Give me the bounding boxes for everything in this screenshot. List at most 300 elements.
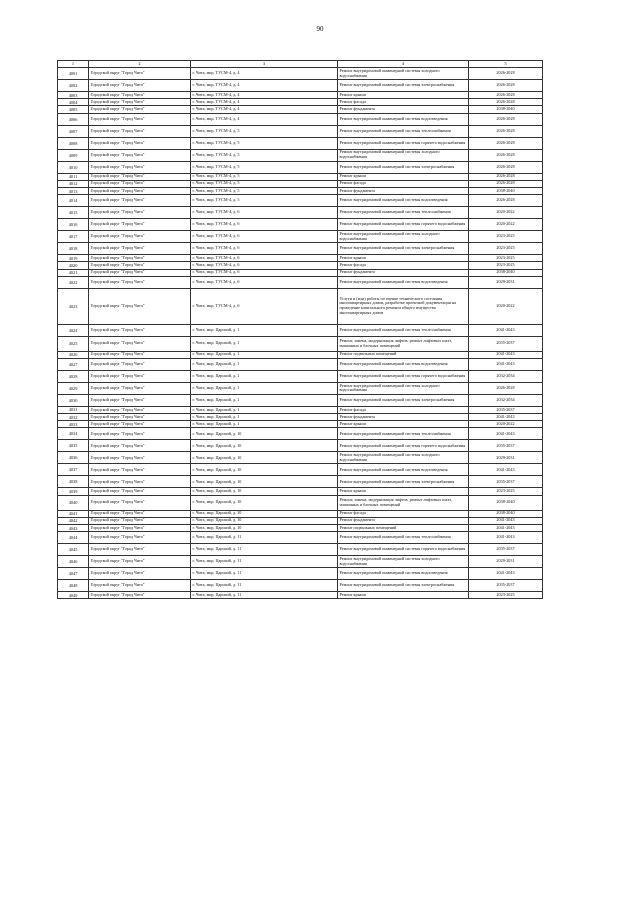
table-row (58, 525, 543, 532)
address-cell: г. Чита, мкр. Царский, д. 11 (191, 544, 338, 556)
municipality-cell: Городской округ "Город Чита" (89, 180, 191, 187)
row-number-cell: 4002 (58, 80, 89, 92)
header-row (58, 61, 543, 68)
period-cell: 2032-2034 (469, 370, 543, 382)
row-number-cell: 4024 (58, 324, 89, 336)
address-cell: г. Чита, мкр. Царский, д. 1 (191, 394, 338, 406)
municipality-cell: Городской округ "Город Чита" (89, 173, 191, 180)
work-type-cell: Ремонт внутридомовой инженерной системы горячего водоснабжения (338, 219, 469, 231)
row-number-cell: 4018 (58, 243, 89, 255)
municipality-cell: Городской округ "Город Чита" (89, 68, 191, 80)
work-type-cell: Ремонт фундамента (338, 187, 469, 194)
period-cell: 2023-2025 (469, 262, 543, 269)
address-cell: г. Чита, мкр. ТУСМ-4, д. 5 (191, 173, 338, 180)
table-row (58, 421, 543, 428)
work-type-cell: Ремонт фасада (338, 180, 469, 187)
table-row (58, 488, 543, 495)
municipality-cell: Городской округ "Город Чита" (89, 106, 191, 113)
row-number-cell: 4019 (58, 255, 89, 262)
address-cell: г. Чита, мкр. Царский, д. 10 (191, 428, 338, 440)
page-number: 90 (316, 25, 324, 33)
table-row (58, 173, 543, 180)
table-row (58, 92, 543, 99)
work-type-cell: Ремонт внутридомовой инженерной системы водоотведения (338, 464, 469, 476)
row-number-cell: 4004 (58, 99, 89, 106)
work-type-cell: Ремонт внутридомовой инженерной системы теплоснабжения (338, 428, 469, 440)
address-cell: г. Чита, мкр. Царский, д. 10 (191, 525, 338, 532)
work-type-cell: Ремонт внутридомовой инженерной системы электроснабжения (338, 580, 469, 592)
work-type-cell: Ремонт крыши (338, 592, 469, 599)
address-cell: г. Чита, мкр. ТУСМ-4, д. 5 (191, 149, 338, 161)
table-row (58, 288, 543, 324)
period-cell: 2020-2022 (469, 421, 543, 428)
table-row (58, 207, 543, 219)
row-number-cell: 4027 (58, 358, 89, 370)
address-cell: г. Чита, мкр. Царский, д. 10 (191, 488, 338, 495)
period-cell: 2026-2028 (469, 161, 543, 173)
header-col-4: 4 (338, 61, 469, 68)
address-cell: г. Чита, мкр. Царский, д. 10 (191, 476, 338, 488)
municipality-cell: Городской округ "Город Чита" (89, 464, 191, 476)
row-number-cell: 4021 (58, 269, 89, 276)
municipality-cell: Городской округ "Город Чита" (89, 394, 191, 406)
header-col-2: 2 (89, 61, 191, 68)
period-cell: 2023-2025 (469, 243, 543, 255)
row-number-cell: 4015 (58, 207, 89, 219)
work-type-cell: Ремонт внутридомовой инженерной системы холодного водоснабжения (338, 382, 469, 394)
row-number-cell: 4011 (58, 173, 89, 180)
address-cell: г. Чита, мкр. ТУСМ-4, д. 6 (191, 207, 338, 219)
table-row (58, 68, 543, 80)
address-cell: г. Чита, мкр. ТУСМ-4, д. 5 (191, 161, 338, 173)
period-cell: 2023-2025 (469, 488, 543, 495)
work-type-cell: Ремонт фасада (338, 406, 469, 413)
table-row (58, 231, 543, 243)
period-cell: 2041-2043 (469, 351, 543, 358)
work-type-cell: Ремонт внутридомовой инженерной системы теплоснабжения (338, 324, 469, 336)
table-row (58, 351, 543, 358)
period-cell: 2041-2043 (469, 464, 543, 476)
municipality-cell: Городской округ "Город Чита" (89, 137, 191, 149)
municipality-cell: Городской округ "Город Чита" (89, 544, 191, 556)
period-cell: 2041-2043 (469, 525, 543, 532)
table-header (58, 61, 543, 68)
municipality-cell: Городской округ "Город Чита" (89, 243, 191, 255)
address-cell: г. Чита, мкр. ТУСМ-4, д. 5 (191, 125, 338, 137)
period-cell: 2041-2043 (469, 428, 543, 440)
municipality-cell: Городской округ "Город Чита" (89, 476, 191, 488)
address-cell: г. Чита, мкр. Царский, д. 10 (191, 517, 338, 524)
work-type-cell: Ремонт внутридомовой инженерной системы водоотведения (338, 195, 469, 207)
address-cell: г. Чита, мкр. ТУСМ-4, д. 4 (191, 68, 338, 80)
work-type-cell: Ремонт подвальных помещений (338, 351, 469, 358)
row-number-cell: 4026 (58, 351, 89, 358)
work-type-cell: Ремонт внутридомовой инженерной системы водоотведения (338, 276, 469, 288)
work-type-cell: Ремонт внутридомовой инженерной системы холодного водоснабжения (338, 68, 469, 80)
address-cell: г. Чита, мкр. Царский, д. 1 (191, 358, 338, 370)
row-number-cell: 4047 (58, 568, 89, 580)
period-cell: 2026-2028 (469, 68, 543, 80)
period-cell: 2038-2040 (469, 510, 543, 517)
municipality-cell: Городской округ "Город Чита" (89, 80, 191, 92)
row-number-cell: 4008 (58, 137, 89, 149)
table-row (58, 125, 543, 137)
period-cell: 2023-2025 (469, 255, 543, 262)
municipality-cell: Городской округ "Город Чита" (89, 125, 191, 137)
address-cell: г. Чита, мкр. ТУСМ-4, д. 4 (191, 113, 338, 125)
work-type-cell: Ремонт внутридомовой инженерной системы электроснабжения (338, 476, 469, 488)
table-row (58, 99, 543, 106)
municipality-cell: Городской округ "Город Чита" (89, 288, 191, 324)
period-cell: 2041-2043 (469, 517, 543, 524)
period-cell: 2026-2028 (469, 137, 543, 149)
municipality-cell: Городской округ "Город Чита" (89, 556, 191, 568)
header-col-5: 5 (469, 61, 543, 68)
row-number-cell: 4037 (58, 464, 89, 476)
period-cell: 2029-2031 (469, 452, 543, 464)
table-row (58, 324, 543, 336)
table-row (58, 476, 543, 488)
period-cell: 2032-2034 (469, 394, 543, 406)
address-cell: г. Чита, мкр. ТУСМ-4, д. 5 (191, 180, 338, 187)
work-type-cell: Ремонт внутридомовой инженерной системы водоотведения (338, 568, 469, 580)
address-cell: г. Чита, мкр. ТУСМ-4, д. 6 (191, 231, 338, 243)
capital-repair-table (57, 60, 543, 599)
municipality-cell: Городской округ "Город Чита" (89, 324, 191, 336)
period-cell: 2026-2028 (469, 149, 543, 161)
row-number-cell: 4044 (58, 532, 89, 544)
table-row (58, 556, 543, 568)
table-row (58, 370, 543, 382)
table-row (58, 80, 543, 92)
row-number-cell: 4005 (58, 106, 89, 113)
row-number-cell: 4013 (58, 187, 89, 194)
address-cell: г. Чита, мкр. Царский, д. 1 (191, 406, 338, 413)
period-cell: 2023-2025 (469, 592, 543, 599)
table-row (58, 568, 543, 580)
table-row (58, 149, 543, 161)
municipality-cell: Городской округ "Город Чита" (89, 195, 191, 207)
address-cell: г. Чита, мкр. ТУСМ-4, д. 6 (191, 262, 338, 269)
address-cell: г. Чита, мкр. Царский, д. 1 (191, 370, 338, 382)
municipality-cell: Городской округ "Город Чита" (89, 92, 191, 99)
work-type-cell: Ремонт внутридомовой инженерной системы горячего водоснабжения (338, 440, 469, 452)
period-cell: 2020-2022 (469, 219, 543, 231)
work-type-cell: Ремонт, замена, модернизация лифтов, ремонт лифтовых шахт, машинных и блочных помещений (338, 495, 469, 510)
table-row (58, 195, 543, 207)
row-number-cell: 4031 (58, 406, 89, 413)
row-number-cell: 4049 (58, 592, 89, 599)
work-type-cell: Ремонт внутридомовой инженерной системы холодного водоснабжения (338, 556, 469, 568)
work-type-cell: Ремонт внутридомовой инженерной системы водоотведения (338, 358, 469, 370)
municipality-cell: Городской округ "Город Чита" (89, 351, 191, 358)
row-number-cell: 4006 (58, 113, 89, 125)
row-number-cell: 4032 (58, 414, 89, 421)
work-type-cell: Услуги и (или) работы по оценке технического состояния многоквартирных домов, разработке проектной документации на проведение капитального ремонта общего имущества многоквартирных домов (338, 288, 469, 324)
period-cell: 2041-2043 (469, 414, 543, 421)
municipality-cell: Городской округ "Город Чита" (89, 219, 191, 231)
municipality-cell: Городской округ "Город Чита" (89, 568, 191, 580)
row-number-cell: 4007 (58, 125, 89, 137)
municipality-cell: Городской округ "Город Чита" (89, 510, 191, 517)
table-row (58, 187, 543, 194)
period-cell: 2026-2028 (469, 99, 543, 106)
address-cell: г. Чита, мкр. ТУСМ-4, д. 6 (191, 269, 338, 276)
period-cell: 2026-2028 (469, 195, 543, 207)
address-cell: г. Чита, мкр. Царский, д. 1 (191, 382, 338, 394)
municipality-cell: Городской округ "Город Чита" (89, 207, 191, 219)
period-cell: 2038-2040 (469, 187, 543, 194)
address-cell: г. Чита, мкр. Царский, д. 10 (191, 495, 338, 510)
table-row (58, 358, 543, 370)
work-type-cell: Ремонт фасада (338, 262, 469, 269)
work-type-cell: Ремонт фундамента (338, 517, 469, 524)
work-type-cell: Ремонт, замена, модернизация лифтов, ремонт лифтовых шахт, машинных и блочных помещений (338, 336, 469, 351)
row-number-cell: 4038 (58, 476, 89, 488)
work-type-cell: Ремонт внутридомовой инженерной системы водоотведения (338, 113, 469, 125)
table-row (58, 255, 543, 262)
address-cell: г. Чита, мкр. Царский, д. 1 (191, 351, 338, 358)
address-cell: г. Чита, мкр. Царский, д. 10 (191, 440, 338, 452)
table-row (58, 161, 543, 173)
municipality-cell: Городской округ "Город Чита" (89, 149, 191, 161)
row-number-cell: 4041 (58, 510, 89, 517)
period-cell: 2020-2022 (469, 288, 543, 324)
work-type-cell: Ремонт внутридомовой инженерной системы горячего водоснабжения (338, 370, 469, 382)
work-type-cell: Ремонт внутридомовой инженерной системы холодного водоснабжения (338, 452, 469, 464)
municipality-cell: Городской округ "Город Чита" (89, 495, 191, 510)
period-cell: 2026-2028 (469, 113, 543, 125)
municipality-cell: Городской округ "Город Чита" (89, 592, 191, 599)
row-number-cell: 4003 (58, 92, 89, 99)
municipality-cell: Городской округ "Город Чита" (89, 488, 191, 495)
address-cell: г. Чита, мкр. Царский, д. 1 (191, 336, 338, 351)
work-type-cell: Ремонт внутридомовой инженерной системы холодного водоснабжения (338, 231, 469, 243)
address-cell: г. Чита, мкр. Царский, д. 10 (191, 464, 338, 476)
address-cell: г. Чита, мкр. ТУСМ-4, д. 4 (191, 99, 338, 106)
table-row (58, 106, 543, 113)
row-number-cell: 4043 (58, 525, 89, 532)
work-type-cell: Ремонт крыши (338, 255, 469, 262)
row-number-cell: 4046 (58, 556, 89, 568)
municipality-cell: Городской округ "Город Чита" (89, 406, 191, 413)
work-type-cell: Ремонт фасада (338, 510, 469, 517)
header-col-1: 1 (58, 61, 89, 68)
table-row (58, 137, 543, 149)
period-cell: 2029-2031 (469, 276, 543, 288)
work-type-cell: Ремонт подвальных помещений (338, 525, 469, 532)
municipality-cell: Городской округ "Город Чита" (89, 336, 191, 351)
municipality-cell: Городской округ "Город Чита" (89, 580, 191, 592)
municipality-cell: Городской округ "Город Чита" (89, 255, 191, 262)
work-type-cell: Ремонт фундамента (338, 414, 469, 421)
address-cell: г. Чита, мкр. ТУСМ-4, д. 6 (191, 243, 338, 255)
period-cell: 2026-2028 (469, 80, 543, 92)
row-number-cell: 4045 (58, 544, 89, 556)
table-row (58, 406, 543, 413)
address-cell: г. Чита, мкр. Царский, д. 1 (191, 421, 338, 428)
address-cell: г. Чита, мкр. Царский, д. 10 (191, 510, 338, 517)
work-type-cell: Ремонт крыши (338, 488, 469, 495)
table-row (58, 592, 543, 599)
period-cell: 2020-2022 (469, 207, 543, 219)
municipality-cell: Городской округ "Город Чита" (89, 187, 191, 194)
address-cell: г. Чита, мкр. Царский, д. 1 (191, 324, 338, 336)
address-cell: г. Чита, мкр. Царский, д. 10 (191, 452, 338, 464)
work-type-cell: Ремонт внутридомовой инженерной системы электроснабжения (338, 161, 469, 173)
work-type-cell: Ремонт внутридомовой инженерной системы горячего водоснабжения (338, 544, 469, 556)
row-number-cell: 4039 (58, 488, 89, 495)
row-number-cell: 4009 (58, 149, 89, 161)
municipality-cell: Городской округ "Город Чита" (89, 440, 191, 452)
period-cell: 2035-2037 (469, 476, 543, 488)
address-cell: г. Чита, мкр. ТУСМ-4, д. 4 (191, 106, 338, 113)
address-cell: г. Чита, мкр. ТУСМ-4, д. 4 (191, 80, 338, 92)
period-cell: 2041-2043 (469, 532, 543, 544)
work-type-cell: Ремонт фасада (338, 99, 469, 106)
municipality-cell: Городской округ "Город Чита" (89, 370, 191, 382)
work-type-cell: Ремонт крыши (338, 173, 469, 180)
period-cell: 2035-2037 (469, 544, 543, 556)
work-type-cell: Ремонт внутридомовой инженерной системы электроснабжения (338, 243, 469, 255)
work-type-cell: Ремонт внутридомовой инженерной системы теплоснабжения (338, 532, 469, 544)
work-type-cell: Ремонт фундамента (338, 106, 469, 113)
row-number-cell: 4048 (58, 580, 89, 592)
work-type-cell: Ремонт внутридомовой инженерной системы теплоснабжения (338, 125, 469, 137)
row-number-cell: 4025 (58, 336, 89, 351)
row-number-cell: 4035 (58, 440, 89, 452)
municipality-cell: Городской округ "Город Чита" (89, 428, 191, 440)
address-cell: г. Чита, мкр. Царский, д. 1 (191, 414, 338, 421)
table-row (58, 382, 543, 394)
address-cell: г. Чита, мкр. Царский, д. 11 (191, 592, 338, 599)
row-number-cell: 4033 (58, 421, 89, 428)
municipality-cell: Городской округ "Город Чита" (89, 269, 191, 276)
address-cell: г. Чита, мкр. Царский, д. 11 (191, 532, 338, 544)
period-cell: 2035-2037 (469, 406, 543, 413)
table-row (58, 276, 543, 288)
work-type-cell: Ремонт фундамента (338, 269, 469, 276)
municipality-cell: Городской округ "Город Чита" (89, 382, 191, 394)
period-cell: 2035-2037 (469, 440, 543, 452)
table-row (58, 262, 543, 269)
period-cell: 2026-2028 (469, 173, 543, 180)
municipality-cell: Городской округ "Город Чита" (89, 262, 191, 269)
period-cell: 2023-2025 (469, 231, 543, 243)
address-cell: г. Чита, мкр. Царский, д. 11 (191, 568, 338, 580)
address-cell: г. Чита, мкр. ТУСМ-4, д. 6 (191, 288, 338, 324)
row-number-cell: 4042 (58, 517, 89, 524)
row-number-cell: 4016 (58, 219, 89, 231)
work-type-cell: Ремонт крыши (338, 421, 469, 428)
municipality-cell: Городской округ "Город Чита" (89, 452, 191, 464)
period-cell: 2041-2043 (469, 324, 543, 336)
municipality-cell: Городской округ "Город Чита" (89, 517, 191, 524)
period-cell: 2038-2040 (469, 106, 543, 113)
work-type-cell: Ремонт внутридомовой инженерной системы горячего водоснабжения (338, 137, 469, 149)
municipality-cell: Городской округ "Город Чита" (89, 231, 191, 243)
address-cell: г. Чита, мкр. ТУСМ-4, д. 4 (191, 92, 338, 99)
table-row (58, 440, 543, 452)
table-body (58, 68, 543, 599)
table-row (58, 452, 543, 464)
municipality-cell: Городской округ "Город Чита" (89, 421, 191, 428)
row-number-cell: 4001 (58, 68, 89, 80)
table-row (58, 510, 543, 517)
address-cell: г. Чита, мкр. ТУСМ-4, д. 5 (191, 137, 338, 149)
table-row (58, 243, 543, 255)
municipality-cell: Городской округ "Город Чита" (89, 161, 191, 173)
period-cell: 2041-2043 (469, 568, 543, 580)
period-cell: 2038-2040 (469, 269, 543, 276)
work-type-cell: Ремонт внутридомовой инженерной системы холодного водоснабжения (338, 149, 469, 161)
period-cell: 2026-2028 (469, 382, 543, 394)
address-cell: г. Чита, мкр. ТУСМ-4, д. 5 (191, 187, 338, 194)
period-cell: 2026-2028 (469, 125, 543, 137)
row-number-cell: 4040 (58, 495, 89, 510)
address-cell: г. Чита, мкр. ТУСМ-4, д. 6 (191, 255, 338, 262)
row-number-cell: 4034 (58, 428, 89, 440)
table-row (58, 580, 543, 592)
table-row (58, 336, 543, 351)
address-cell: г. Чита, мкр. Царский, д. 11 (191, 580, 338, 592)
row-number-cell: 4017 (58, 231, 89, 243)
row-number-cell: 4036 (58, 452, 89, 464)
period-cell: 2038-2040 (469, 495, 543, 510)
table-row (58, 269, 543, 276)
row-number-cell: 4012 (58, 180, 89, 187)
table-row (58, 394, 543, 406)
table-row (58, 495, 543, 510)
table-row (58, 113, 543, 125)
table-row (58, 544, 543, 556)
period-cell: 2029-2031 (469, 556, 543, 568)
address-cell: г. Чита, мкр. ТУСМ-4, д. 6 (191, 276, 338, 288)
municipality-cell: Городской округ "Город Чита" (89, 276, 191, 288)
period-cell: 2026-2028 (469, 92, 543, 99)
row-number-cell: 4022 (58, 276, 89, 288)
work-type-cell: Ремонт внутридомовой инженерной системы электроснабжения (338, 80, 469, 92)
row-number-cell: 4014 (58, 195, 89, 207)
table-row (58, 414, 543, 421)
municipality-cell: Городской округ "Город Чита" (89, 414, 191, 421)
row-number-cell: 4028 (58, 370, 89, 382)
municipality-cell: Городской округ "Город Чита" (89, 99, 191, 106)
table-row (58, 517, 543, 524)
table-row (58, 464, 543, 476)
row-number-cell: 4010 (58, 161, 89, 173)
table-row (58, 219, 543, 231)
row-number-cell: 4030 (58, 394, 89, 406)
address-cell: г. Чита, мкр. Царский, д. 11 (191, 556, 338, 568)
header-col-3: 3 (191, 61, 338, 68)
row-number-cell: 4029 (58, 382, 89, 394)
municipality-cell: Городской округ "Город Чита" (89, 113, 191, 125)
row-number-cell: 4020 (58, 262, 89, 269)
municipality-cell: Городской округ "Город Чита" (89, 525, 191, 532)
municipality-cell: Городской округ "Город Чита" (89, 532, 191, 544)
row-number-cell: 4023 (58, 288, 89, 324)
period-cell: 2035-2037 (469, 336, 543, 351)
table-row (58, 532, 543, 544)
work-type-cell: Ремонт крыши (338, 92, 469, 99)
table-row (58, 428, 543, 440)
work-type-cell: Ремонт внутридомовой инженерной системы электроснабжения (338, 394, 469, 406)
period-cell: 2041-2043 (469, 358, 543, 370)
address-cell: г. Чита, мкр. ТУСМ-4, д. 5 (191, 195, 338, 207)
work-type-cell: Ремонт внутридомовой инженерной системы теплоснабжения (338, 207, 469, 219)
period-cell: 2035-2037 (469, 580, 543, 592)
